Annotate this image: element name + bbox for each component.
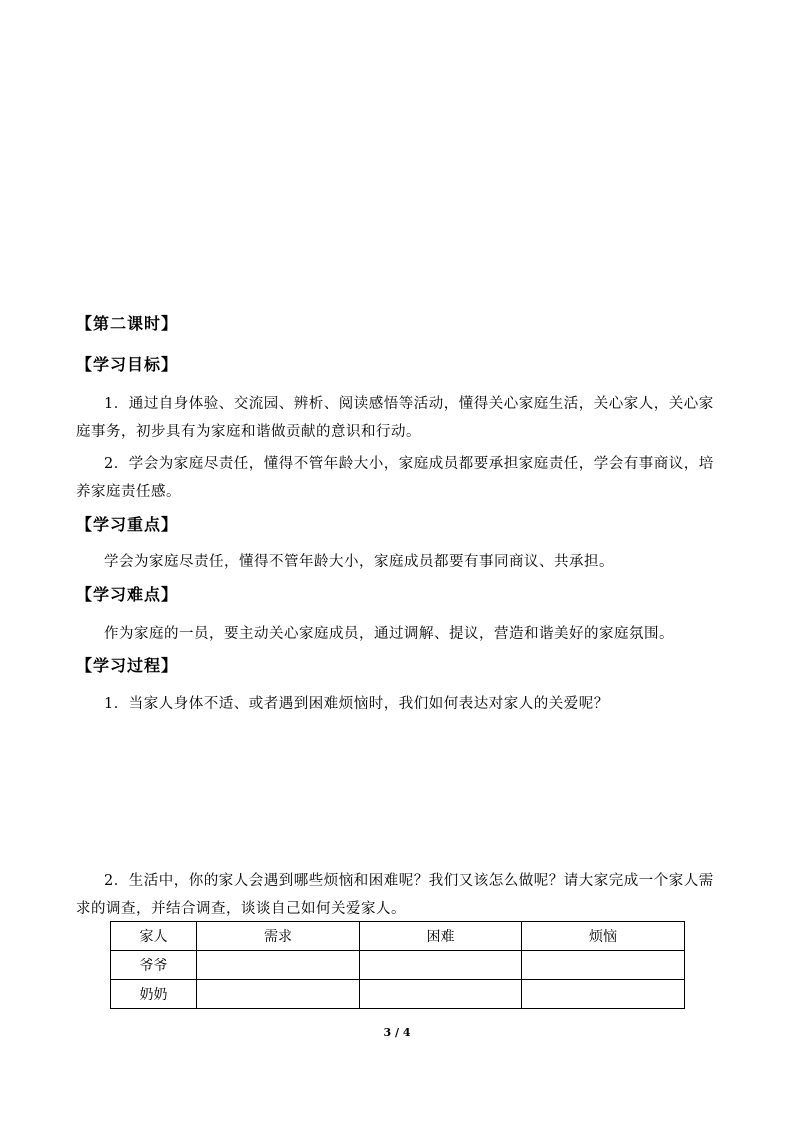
goals-heading: 【学习目标】 xyxy=(76,355,179,374)
process-heading: 【学习过程】 xyxy=(76,656,179,675)
goal-item-2: 2．学会为家庭尽责任，懂得不管年龄大小，家庭成员都要承担家庭责任，学会有事商议，培养家庭责任感。 xyxy=(76,456,714,500)
table-header-cell: 困难 xyxy=(360,922,522,951)
table-cell-input[interactable] xyxy=(360,951,522,980)
table-cell-member: 爷爷 xyxy=(111,951,197,980)
goal-item-1: 1．通过自身体验、交流园、辨析、阅读感悟等活动，懂得关心家庭生活，关心家人，关心家庭事务，初步具有为家庭和谐做贡献的意识和行动。 xyxy=(76,396,714,440)
table-header-cell: 家人 xyxy=(111,922,197,951)
table-header-cell: 需求 xyxy=(197,922,360,951)
table-header-cell: 烦恼 xyxy=(522,922,685,951)
table-cell-input[interactable] xyxy=(522,951,685,980)
key-points-text: 学会为家庭尽责任，懂得不管年龄大小，家庭成员都要有事同商议、共承担。 xyxy=(104,554,614,570)
difficulties-heading: 【学习难点】 xyxy=(76,585,179,604)
process-question-2: 2．生活中，你的家人会遇到哪些烦恼和困难呢？我们又该怎么做呢？请大家完成一个家人需求的调查，并结合调查，谈谈自己如何关爱家人。 xyxy=(76,873,714,917)
table-row xyxy=(111,980,685,1009)
table-header-row xyxy=(111,922,685,951)
lesson-title: 【第二课时】 xyxy=(76,314,179,333)
table-cell-input[interactable] xyxy=(197,951,360,980)
table-cell-input[interactable] xyxy=(522,980,685,1009)
key-points-heading: 【学习重点】 xyxy=(76,515,179,534)
page-number: 3 / 4 xyxy=(383,1026,411,1039)
table-cell-input[interactable] xyxy=(360,980,522,1009)
table-cell-member: 奶奶 xyxy=(111,980,197,1009)
difficulties-text: 作为家庭的一员，要主动关心家庭成员，通过调解、提议，营造和谐美好的家庭氛围。 xyxy=(104,626,674,642)
table-cell-input[interactable] xyxy=(197,980,360,1009)
table-row xyxy=(111,951,685,980)
process-question-1: 1．当家人身体不适、或者遇到困难烦恼时，我们如何表达对家人的关爱呢？ xyxy=(104,696,609,712)
family-needs-survey-table xyxy=(110,921,685,1009)
